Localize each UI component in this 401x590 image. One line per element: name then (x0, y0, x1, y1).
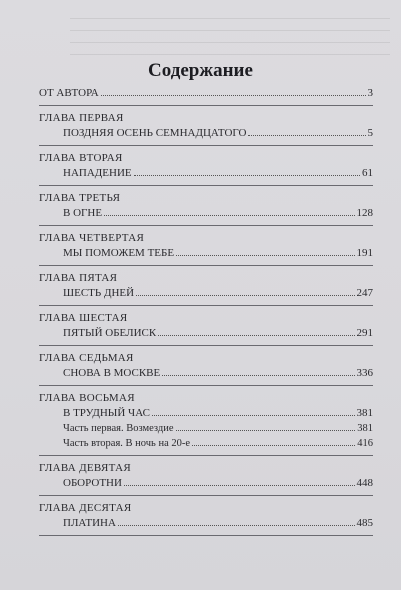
toc-page-number: 291 (356, 327, 373, 339)
divider (39, 105, 373, 106)
chapter-title: СНОВА В МОСКВЕ (63, 367, 161, 379)
chapter-title: ПОЗДНЯЯ ОСЕНЬ СЕМНАДЦАТОГО (63, 127, 247, 139)
toc-chapter-5[interactable] (39, 271, 373, 301)
toc-page-number: 128 (356, 207, 373, 219)
toc-part-2[interactable] (63, 436, 373, 451)
divider (39, 185, 373, 186)
toc-page-number: 485 (356, 517, 373, 529)
toc-page-number: 381 (357, 423, 373, 434)
toc-page-number: 3 (367, 87, 373, 99)
toc-chapter-8[interactable] (39, 391, 373, 451)
dot-leader (124, 476, 355, 486)
chapter-heading: ГЛАВА ВТОРАЯ (39, 152, 123, 164)
divider (39, 345, 373, 346)
chapter-title: НАПАДЕНИЕ (63, 167, 132, 179)
dot-leader (136, 286, 354, 296)
chapter-heading: ГЛАВА ДЕСЯТАЯ (39, 502, 132, 514)
divider (39, 265, 373, 266)
dot-leader (104, 206, 354, 216)
divider (39, 385, 373, 386)
divider (39, 495, 373, 496)
toc-chapter-3[interactable] (39, 191, 373, 221)
toc-entry-label: ОТ АВТОРА (39, 87, 99, 99)
divider (39, 455, 373, 456)
dot-leader (101, 86, 366, 96)
chapter-heading: ГЛАВА ВОСЬМАЯ (39, 392, 135, 404)
toc-chapter-7[interactable] (39, 351, 373, 381)
toc-chapter-10[interactable] (39, 501, 373, 531)
chapter-heading: ГЛАВА ЧЕТВЕРТАЯ (39, 232, 145, 244)
dot-leader (162, 366, 354, 376)
table-of-contents (39, 86, 373, 541)
chapter-heading: ГЛАВА ПЯТАЯ (39, 272, 118, 284)
divider (39, 535, 373, 536)
chapter-heading: ГЛАВА ШЕСТАЯ (39, 312, 128, 324)
toc-page-number: 416 (357, 438, 373, 449)
divider (39, 145, 373, 146)
chapter-title: ШЕСТЬ ДНЕЙ (63, 287, 135, 299)
chapter-title: В ТРУДНЫЙ ЧАС (63, 407, 150, 419)
toc-chapter-4[interactable] (39, 231, 373, 261)
dot-leader (192, 436, 355, 446)
chapter-parts (39, 421, 373, 451)
chapter-heading: ГЛАВА ДЕВЯТАЯ (39, 462, 131, 474)
dot-leader (134, 166, 360, 176)
toc-part-1[interactable] (63, 421, 373, 436)
divider (39, 305, 373, 306)
toc-chapter-2[interactable] (39, 151, 373, 181)
dot-leader (248, 126, 365, 136)
toc-page-number: 381 (356, 407, 373, 419)
chapter-title: МЫ ПОМОЖЕМ ТЕБЕ (63, 247, 175, 259)
toc-page-number: 448 (356, 477, 373, 489)
chapter-title: ОБОРОТНИ (63, 477, 122, 489)
chapter-heading: ГЛАВА ТРЕТЬЯ (39, 192, 121, 204)
toc-page-number: 5 (367, 127, 373, 139)
chapter-title: ПЛАТИНА (63, 517, 116, 529)
toc-chapter-1[interactable] (39, 111, 373, 141)
toc-page-number: 336 (356, 367, 373, 379)
toc-chapter-6[interactable] (39, 311, 373, 341)
dot-leader (176, 421, 356, 431)
toc-page-number: 247 (356, 287, 373, 299)
toc-page-number: 61 (362, 167, 373, 179)
chapter-heading: ГЛАВА ПЕРВАЯ (39, 112, 124, 124)
part-title: Часть вторая. В ночь на 20-е (63, 438, 191, 449)
bleed-through-text (70, 10, 390, 60)
divider (39, 225, 373, 226)
toc-page-number: 191 (356, 247, 373, 259)
toc-entry-author[interactable] (39, 86, 373, 101)
chapter-heading: ГЛАВА СЕДЬМАЯ (39, 352, 134, 364)
dot-leader (152, 406, 355, 416)
dot-leader (176, 246, 354, 256)
dot-leader (158, 326, 354, 336)
chapter-title: В ОГНЕ (63, 207, 103, 219)
toc-chapter-9[interactable] (39, 461, 373, 491)
page-title: Содержание (148, 60, 253, 81)
dot-leader (118, 516, 355, 526)
chapter-title: ПЯТЫЙ ОБЕЛИСК (63, 327, 157, 339)
part-title: Часть первая. Возмездие (63, 423, 174, 434)
